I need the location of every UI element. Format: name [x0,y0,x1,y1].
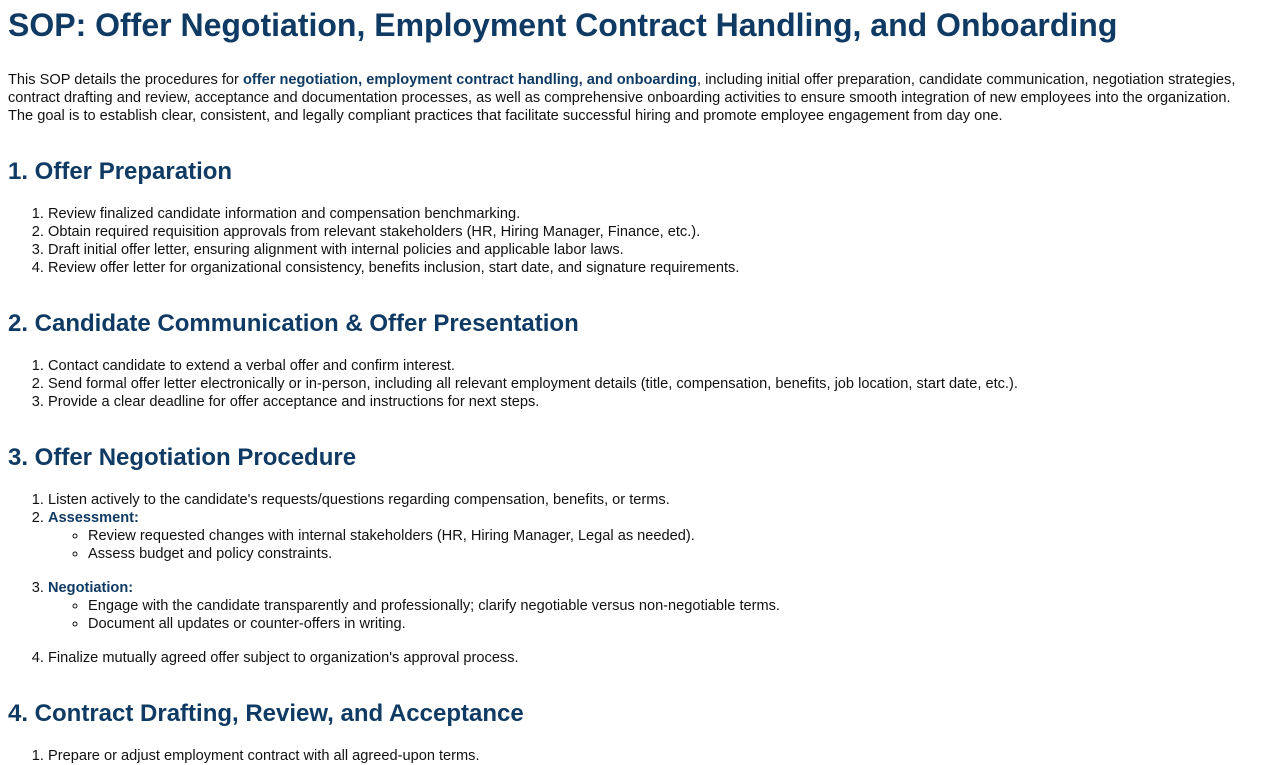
list-item: 1. Listen actively to the candidate's requests/questions regarding compensation, benefits, or terms. [48,491,780,509]
list-item-negotiation [48,579,780,633]
sop-document [8,0,1255,125]
section-heading-offer-preparation: 1. Offer Preparation [8,158,233,185]
section-heading-contract-drafting: 4. Contract Drafting, Review, and Acceptance [8,700,524,727]
sub-list-item: ◦ Review requested changes with internal stakeholders (HR, Hiring Manager, Legal as needed). [88,527,780,545]
list-item: 3. Provide a clear deadline for offer acceptance and instructions for next steps. [48,393,1018,411]
list-item: 1. Review finalized candidate information and compensation benchmarking. [48,205,739,223]
list-item: 4. Finalize mutually agreed offer subject to organization's approval process. [48,649,780,667]
section-heading-candidate-communication: 2. Candidate Communication & Offer Presentation [8,310,579,337]
intro-text-end: , including initial offer preparation, candidate communication, negotiation strategies, contract drafting and review, acceptance and documentation processes, as well as comprehensive onboarding activities to ensure smooth integration of new employees into the organization. The goal is to establish clear, consistent, and legally compliant practices that facilitate successful hiring and promote employee engagement from day one. [8,72,1236,124]
intro-text-start: This SOP details the procedures for [8,72,243,88]
sub-list-item: ◦ Engage with the candidate transparently and professionally; clarify negotiable versus non-negotiable terms. [88,597,780,615]
assessment-substeps [48,527,780,563]
intro-paragraph [8,71,1255,125]
list-item: 2. Obtain required requisition approvals from relevant stakeholders (HR, Hiring Manager, Finance, etc.). [48,223,739,241]
section-1-steps [8,205,739,277]
sub-list-item: ◦ Document all updates or counter-offers in writing. [88,615,780,633]
section-2-steps [8,357,1018,411]
list-item-assessment [48,509,780,563]
assessment-label: Assessment: [48,510,139,526]
list-item: 2. Send formal offer letter electronically or in-person, including all relevant employment details (title, compensation, benefits, job location, start date, etc.). [48,375,1018,393]
intro-highlight: offer negotiation, employment contract handling, and onboarding [242,72,697,88]
list-item: 3. Draft initial offer letter, ensuring alignment with internal policies and applicable labor laws. [48,241,739,259]
list-item: 1. Prepare or adjust employment contract with all agreed-upon terms. [48,747,480,765]
sub-list-item: ◦ Assess budget and policy constraints. [88,545,780,563]
negotiation-label: Negotiation: [48,580,134,596]
page-title: SOP: Offer Negotiation, Employment Contract Handling, and Onboarding [8,7,1118,43]
section-heading-offer-negotiation: 3. Offer Negotiation Procedure [8,444,357,471]
list-item: 4. Review offer letter for organizational consistency, benefits inclusion, start date, and signature requirements. [48,259,739,277]
section-4-steps [8,747,480,765]
negotiation-substeps [48,597,780,633]
section-3-steps [8,491,780,667]
list-item: 1. Contact candidate to extend a verbal offer and confirm interest. [48,357,1018,375]
